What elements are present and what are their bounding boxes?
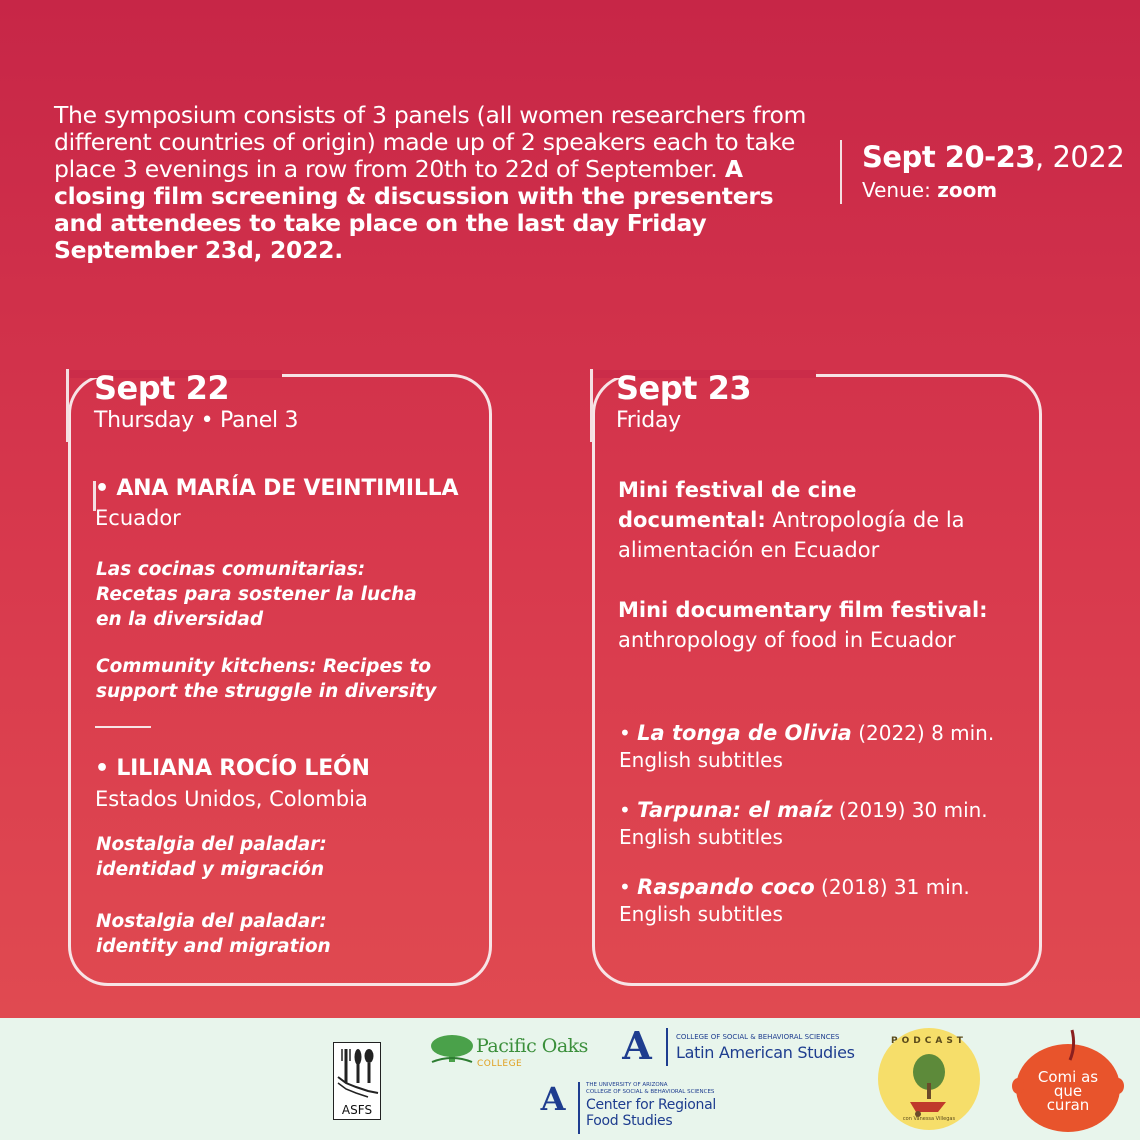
center-for-regional-food-studies-logo: A THE UNIVERSITY OF ARIZONA COLLEGE OF SOCIAL & BEHAVIORAL SCIENCES Center for Regional Food Studies	[536, 1080, 736, 1138]
sept23-subtitle: Friday	[616, 408, 681, 433]
speaker-name: • ANA MARÍA DE VEINTIMILLA	[95, 476, 459, 501]
asfs-logo: ASFS	[333, 1042, 381, 1120]
intro-text	[54, 102, 829, 264]
podcast-logo: PODCAST con Vanessa Villegas	[878, 1028, 980, 1130]
sept23-header	[616, 370, 751, 436]
talk-title-es: Las cocinas comunitarias: Recetas para sostener la lucha en la diversidad	[96, 559, 417, 630]
plant-icon	[878, 1028, 980, 1130]
sept22-accent-line	[66, 369, 69, 442]
speaker-divider	[95, 726, 151, 728]
sept23-accent-line	[590, 369, 593, 442]
venue: Venue: zoom	[862, 178, 998, 202]
sept22-subtitle: Thursday • Panel 3	[94, 408, 299, 433]
speaker-country: Ecuador	[95, 506, 181, 530]
utensils-icon	[334, 1043, 380, 1099]
talk-title-en: Community kitchens: Recipes to support the struggle in diversity	[96, 656, 437, 702]
speaker-name: • LILIANA ROCÍO LEÓN	[95, 756, 370, 781]
intro-light: The symposium consists of 3 panels (all women researchers from different countries of origin) made up of 2 speakers each to take place 3 evenings in a row from 20th to 22d of September.	[54, 101, 807, 183]
date-range: Sept 20-23, 2022	[862, 140, 1125, 174]
talk-title-es: Nostalgia del paladar: identidad y migración	[96, 834, 327, 880]
comidas-que-curan-logo: Comi as que curan	[1012, 1026, 1124, 1136]
festival-title-en: Mini documentary film festival: anthropology of food in Ecuador	[618, 598, 988, 652]
film-item: • Tarpuna: el maíz (2019) 30 min. English subtitles	[619, 798, 988, 849]
talk-title-en: Nostalgia del paladar: identity and migration	[96, 911, 331, 957]
intro-bold: A closing film screening & discussion with the presenters and attendees to take place on the last day Friday September 23d, 2022.	[54, 155, 774, 264]
university-a-icon: A	[540, 1080, 566, 1118]
event-dates	[862, 140, 1124, 202]
sept22-header	[94, 370, 298, 436]
pacific-oaks-logo: Pacific Oaks COLLEGE	[430, 1030, 600, 1080]
latin-american-studies-logo: A COLLEGE OF SOCIAL & BEHAVIORAL SCIENCES Latin American Studies	[617, 1026, 877, 1072]
university-a-icon: A	[622, 1023, 652, 1068]
sept23-title: Sept 23	[616, 369, 752, 407]
tree-icon	[430, 1032, 474, 1066]
sept22-title: Sept 22	[94, 369, 230, 407]
festival-title-es: Mini festival de cine documental: Antropología de la alimentación en Ecuador	[618, 478, 965, 562]
film-item: • La tonga de Olivia (2022) 8 min. English subtitles	[619, 721, 995, 772]
speaker-country: Estados Unidos, Colombia	[95, 787, 368, 811]
date-divider	[840, 140, 842, 204]
sponsor-footer	[0, 1018, 1140, 1140]
film-item: • Raspando coco (2018) 31 min. English subtitles	[619, 875, 970, 926]
